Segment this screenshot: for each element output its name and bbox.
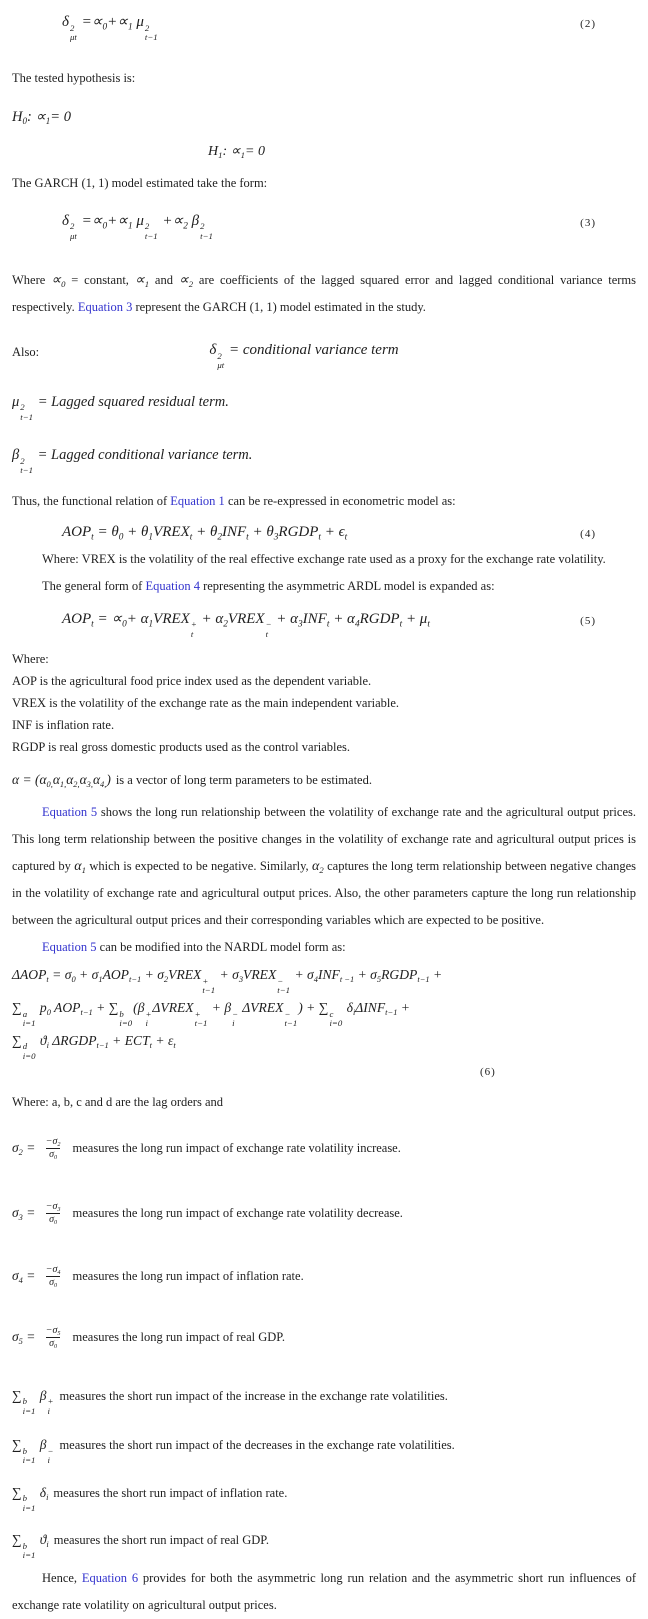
math-explanation: measures the long run impact of exchange rate volatility increase.: [72, 1141, 401, 1156]
paragraph-functional-relation: Thus, the functional relation of Equation 1 can be re-expressed in econometric model as:: [12, 493, 456, 508]
math-term: $\sigma_3$ = $\frac{-\sigma_3}{\sigma_0}$: [12, 1205, 68, 1220]
math-explanation: measures the long run impact of exchange rate volatility decrease.: [72, 1205, 403, 1220]
sub-sup-stack: 2 t−1: [20, 455, 34, 476]
equation-6: [12, 963, 636, 1083]
math-explanation: is a vector of long term parameters to be estimated.: [115, 773, 372, 788]
sub-sup-stack: + i: [47, 1396, 54, 1416]
sub-sup-stack: b i=1: [22, 1445, 36, 1466]
fraction: $\frac{-\sigma_5}{\sigma_0}$: [45, 1324, 61, 1351]
paragraph-conclusion: Hence, Equation 6 provides for both the asymmetric long run relation and the asymmetric short run influences of exchange rate volatility on agricultural output prices.: [12, 1570, 636, 1612]
sigma2-definition: [12, 1135, 636, 1162]
sub-sup-stack: a i=1: [22, 1008, 36, 1028]
math-explanation: measures the short run impact of the decreases in the exchange rate volatilities.: [59, 1438, 455, 1453]
hypothesis-h0: $H_0$: $\propto_1= 0$: [12, 108, 71, 126]
sub-sup-stack: 2 t−1: [144, 221, 158, 241]
math-term: ∑ b i=1 $ϑ_i$: [12, 1532, 49, 1561]
math-explanation: measures the short run impact of the increase in the exchange rate volatilities.: [59, 1388, 448, 1403]
equation-link[interactable]: Equation 5: [42, 940, 97, 955]
sigma4-definition: [12, 1263, 636, 1290]
sum-vartheta-definition: [12, 1527, 636, 1561]
sub-sup-stack: + t−1: [194, 1008, 208, 1028]
equation-4: [12, 520, 636, 544]
equation-5: [12, 607, 636, 640]
sub-sup-stack: 2 μt: [69, 22, 77, 43]
sum-beta-minus-definition: [12, 1432, 636, 1466]
sub-sup-stack: 2 t−1: [144, 22, 158, 43]
equation-number: (3): [580, 216, 596, 229]
centered-math: δ 2 μt = conditional variance term: [209, 342, 399, 371]
also-label: Also:: [12, 345, 40, 360]
sub-sup-stack: + i: [145, 1008, 152, 1028]
paragraph-garch-coefficients: Where $\propto_0$ = constant, $\propto_1$ and $\propto_2$ are coefficients of the lagged squared error and lagged conditional variance terms respectively. Equation 3 represent the GARCH (1, 1) model estimated in the study.: [12, 273, 636, 315]
inline-math: $\propto_0$: [51, 273, 66, 290]
sub-sup-stack: − i: [47, 1445, 54, 1466]
paragraph-equation5-discussion: Equation 5 shows the long run relationship between the volatility of exchange rate and the agricultural output prices. This long term relationship between the positive changes in the volatility of exchange rate and agricultural output prices is captured by $\alpha_1$ which is expected to be negative. Similarly, $\alpha_2$ captures the long term relationship between negative changes in the volatility of exchange rate and agricultural output prices. Also, the other parameters capture the long run relationship between the agricultural output prices and their corresponding variables which are expected to be positive.: [12, 805, 636, 928]
sub-sup-stack: b i=1: [22, 1396, 36, 1416]
sub-sup-stack: + t−1: [202, 975, 216, 996]
math-term: ∑ b i=1 $\delta_i$: [12, 1484, 49, 1513]
mu-definition: μ 2 t−1 = Lagged squared residual term.: [12, 393, 229, 422]
definition-aop: AOP is the agricultural food price index used as the dependent variable.: [12, 674, 372, 689]
equation-body: δ 2 μt $=\propto_0+\propto_1$ μ 2 t−1 $+\propto_2$ β 2 t−1: [62, 212, 213, 241]
math-term: ∑ b i=1 β − i: [12, 1437, 54, 1466]
sub-sup-stack: − t−1: [277, 975, 291, 996]
sub-sup-stack: − t: [265, 619, 272, 639]
equation-number: (6): [480, 1066, 496, 1079]
equation-number: (2): [580, 18, 596, 30]
sub-sup-stack: 2 μt: [217, 350, 225, 371]
hypothesis-h1: $H_1$: $\propto_1= 0$: [208, 143, 265, 160]
paragraph-general-form: The general form of Equation 4 representing the asymmetric ARDL model is expanded as:: [42, 578, 495, 593]
inline-math: $\alpha_1$: [74, 859, 86, 876]
math-explanation: measures the long run impact of real GDP.: [72, 1329, 285, 1344]
equation-line: ∑ a i=1 $p_0$ $AOP_{t-1}$ + ∑ b i=0 (β + i ΔVREX + t−1 + β − i ΔVREX − t−1 ) + ∑ c i=0 $\delta_i\Delta INF_{t-1}$ +: [12, 999, 410, 1028]
math-term: $\sigma_2$ = $\frac{-\sigma_2}{\sigma_0}$: [12, 1140, 68, 1155]
sigma3-definition: [12, 1200, 636, 1227]
paragraph-nardl-intro: Equation 5 can be modified into the NARDL model form as:: [42, 940, 346, 955]
sub-sup-stack: b i=1: [22, 1540, 36, 1561]
sub-sup-stack: 2 t−1: [200, 221, 213, 241]
fraction: $\frac{-\sigma_2}{\sigma_0}$: [45, 1135, 61, 1162]
fraction: $\frac{-\sigma_4}{\sigma_0}$: [45, 1263, 61, 1290]
inline-math: $\propto_1$: [134, 273, 150, 290]
inline-math: $\alpha_2$: [312, 859, 324, 876]
sub-sup-stack: d i=0: [22, 1041, 36, 1061]
equation-link[interactable]: Equation 4: [145, 578, 200, 593]
alpha-vector-line: [12, 767, 636, 793]
equation-body: δ 2 μt $=\propto_0+\propto_1$ μ 2 t−1: [62, 14, 158, 43]
equation-link[interactable]: Equation 5: [42, 805, 98, 820]
sub-sup-stack: 2 t−1: [20, 402, 34, 422]
math-explanation: measures the short run impact of inflation rate.: [53, 1485, 288, 1500]
paragraph-tested-hypothesis: The tested hypothesis is:: [12, 70, 136, 85]
fraction: $\frac{-\sigma_3}{\sigma_0}$: [45, 1200, 61, 1227]
sigma5-definition: [12, 1324, 636, 1351]
equation-line: ∑ d i=0 $ϑ_i$ $\Delta RGDP_{t-1} + ECT_t + \varepsilon_t$: [12, 1032, 176, 1061]
where-lag-orders: Where: a, b, c and d are the lag orders and: [12, 1095, 224, 1110]
equation-body: $AOP_t = \theta_0$ + $\theta_1VREX_t + \theta_2INF_t$ + $\theta_3RGDP_t + \epsilon_t$: [62, 523, 348, 543]
equation-3: [12, 209, 636, 242]
where-label: Where:: [12, 652, 49, 667]
sub-sup-stack: b i=1: [22, 1493, 36, 1513]
paragraph-garch-intro: The GARCH (1, 1) model estimated take the form:: [12, 175, 268, 190]
math-term: $\sigma_4$ = $\frac{-\sigma_4}{\sigma_0}$: [12, 1268, 68, 1283]
definition-rgdp: RGDP is real gross domestic products used as the control variables.: [12, 740, 351, 755]
inline-math: $\propto_2$: [178, 273, 194, 290]
equation-2: [12, 10, 636, 43]
math-explanation: measures the short run impact of real GDP.: [53, 1533, 269, 1548]
also-conditional-variance: [12, 337, 636, 371]
sub-sup-stack: − i: [232, 1008, 239, 1028]
math-term: ∑ b i=1 β + i: [12, 1387, 54, 1416]
equation-number: (4): [580, 527, 596, 540]
math-term: $\sigma_5$ = $\frac{-\sigma_5}{\sigma_0}$: [12, 1329, 68, 1344]
paragraph-vrex-proxy: Where: VREX is the volatility of the real effective exchange rate used as a proxy for the exchange rate volatility.: [42, 551, 606, 566]
sub-sup-stack: c i=0: [329, 1008, 343, 1028]
sub-sup-stack: b i=0: [119, 1008, 133, 1028]
sub-sup-stack: − t−1: [284, 1008, 298, 1028]
equation-number: (5): [580, 614, 596, 627]
sum-delta-definition: [12, 1480, 636, 1514]
document-content: [12, 10, 636, 1619]
math-explanation: measures the long run impact of inflation rate.: [72, 1268, 304, 1283]
equation-link[interactable]: Equation 6: [81, 1570, 139, 1585]
equation-body: $AOP_t = \propto_0+$ $\alpha_1VREX$ + t + $\alpha_2VREX$ − t + $\alpha_3INF_t$ + $\alpha_4RGDP_t + \mu_t$: [62, 610, 430, 639]
sub-sup-stack: 2 μt: [69, 221, 77, 241]
equation-line: $\Delta AOP_t = \sigma_0 + \sigma_1AOP_{t-1}$ + $\sigma_2VREX$ + t−1 + $\sigma_3VREX$ − t−1 + $\sigma_4INF_{t -1}$ + $\sigma_5RGDP_{t-1}$ +: [12, 967, 443, 996]
definition-inf: INF is inflation rate.: [12, 718, 115, 733]
sub-sup-stack: + t: [190, 619, 197, 639]
math-term: $\alpha = (\alpha_{0,}\alpha_{1,}\alpha_{2,}\alpha_{3,}\alpha_{4,})$: [12, 772, 111, 790]
sum-beta-plus-definition: [12, 1383, 636, 1417]
definition-vrex: VREX is the volatility of the exchange rate as the main independent variable.: [12, 696, 400, 711]
equation-link[interactable]: Equation 1: [170, 493, 225, 508]
equation-link[interactable]: Equation 3: [77, 300, 133, 315]
beta-definition: β 2 t−1 = Lagged conditional variance term.: [12, 447, 253, 476]
